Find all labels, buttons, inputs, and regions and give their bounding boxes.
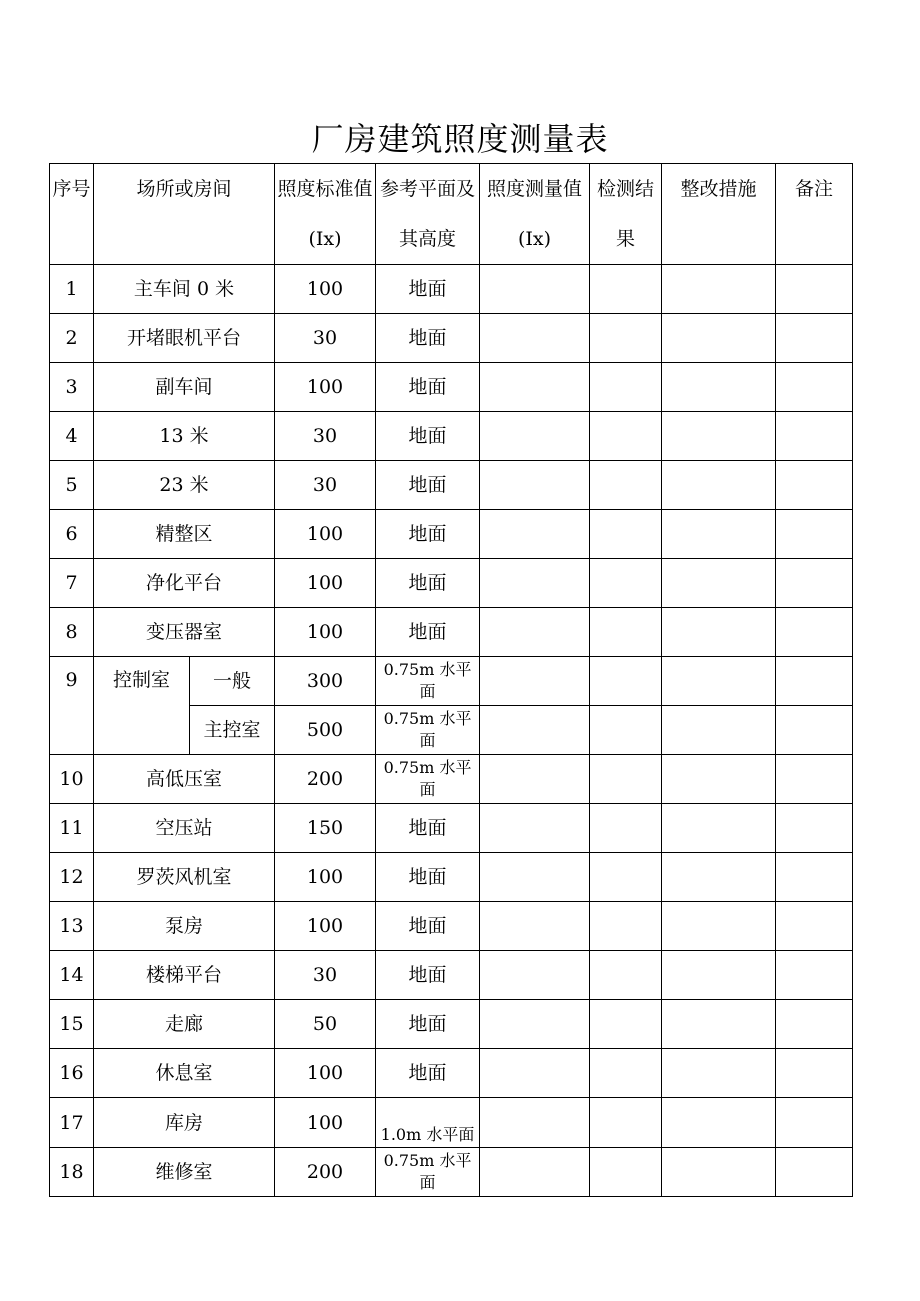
cell-reference: 地面 xyxy=(376,804,480,853)
table-row xyxy=(50,1000,853,1049)
cell-remark[interactable] xyxy=(776,1098,853,1148)
header-seq: 序号 xyxy=(50,164,94,265)
cell-result[interactable] xyxy=(590,902,662,951)
cell-standard: 100 xyxy=(275,608,376,657)
cell-rectify[interactable] xyxy=(662,902,776,951)
cell-rectify[interactable] xyxy=(662,559,776,608)
cell-place: 休息室 xyxy=(94,1049,275,1098)
cell-rectify[interactable] xyxy=(662,412,776,461)
cell-remark[interactable] xyxy=(776,265,853,314)
cell-standard: 100 xyxy=(275,265,376,314)
cell-measured[interactable] xyxy=(480,1148,590,1197)
cell-place: 副车间 xyxy=(94,363,275,412)
cell-seq: 16 xyxy=(50,1049,94,1098)
cell-standard: 500 xyxy=(275,706,376,755)
cell-result[interactable] xyxy=(590,559,662,608)
header-standard: 照度标准值(Ix) xyxy=(275,164,376,265)
table-row xyxy=(50,657,853,706)
cell-remark[interactable] xyxy=(776,559,853,608)
cell-measured[interactable] xyxy=(480,559,590,608)
table-row xyxy=(50,412,853,461)
cell-rectify[interactable] xyxy=(662,1148,776,1197)
cell-standard: 300 xyxy=(275,657,376,706)
cell-remark[interactable] xyxy=(776,363,853,412)
header-result: 检测结果 xyxy=(590,164,662,265)
table-row xyxy=(50,804,853,853)
cell-measured[interactable] xyxy=(480,363,590,412)
cell-measured[interactable] xyxy=(480,1098,590,1148)
header-place: 场所或房间 xyxy=(94,164,275,265)
cell-seq: 2 xyxy=(50,314,94,363)
cell-standard: 100 xyxy=(275,559,376,608)
cell-rectify[interactable] xyxy=(662,853,776,902)
cell-result[interactable] xyxy=(590,951,662,1000)
cell-seq: 13 xyxy=(50,902,94,951)
cell-standard: 30 xyxy=(275,412,376,461)
cell-seq: 9 xyxy=(50,657,94,755)
cell-rectify[interactable] xyxy=(662,363,776,412)
cell-place: 空压站 xyxy=(94,804,275,853)
cell-reference: 地面 xyxy=(376,559,480,608)
cell-result[interactable] xyxy=(590,412,662,461)
cell-seq: 17 xyxy=(50,1098,94,1148)
cell-reference: 0.75m 水平面 xyxy=(376,657,480,706)
cell-remark[interactable] xyxy=(776,608,853,657)
cell-rectify[interactable] xyxy=(662,265,776,314)
table-row xyxy=(50,1049,853,1098)
cell-measured[interactable] xyxy=(480,755,590,804)
table-row xyxy=(50,902,853,951)
cell-seq: 5 xyxy=(50,461,94,510)
cell-remark[interactable] xyxy=(776,412,853,461)
header-rectify: 整改措施 xyxy=(662,164,776,265)
cell-result[interactable] xyxy=(590,1000,662,1049)
cell-reference: 地面 xyxy=(376,461,480,510)
cell-reference: 地面 xyxy=(376,853,480,902)
cell-place: 维修室 xyxy=(94,1148,275,1197)
cell-reference: 0.75m 水平面 xyxy=(376,706,480,755)
cell-place: 走廊 xyxy=(94,1000,275,1049)
cell-reference: 地面 xyxy=(376,1049,480,1098)
cell-seq: 7 xyxy=(50,559,94,608)
cell-reference: 地面 xyxy=(376,1000,480,1049)
table-row xyxy=(50,265,853,314)
cell-reference: 地面 xyxy=(376,265,480,314)
cell-seq: 15 xyxy=(50,1000,94,1049)
cell-seq: 3 xyxy=(50,363,94,412)
cell-result[interactable] xyxy=(590,510,662,559)
header-measured: 照度测量值(Ix) xyxy=(480,164,590,265)
cell-standard: 100 xyxy=(275,510,376,559)
cell-measured[interactable] xyxy=(480,804,590,853)
cell-result[interactable] xyxy=(590,363,662,412)
cell-seq: 14 xyxy=(50,951,94,1000)
cell-standard: 200 xyxy=(275,755,376,804)
cell-remark[interactable] xyxy=(776,755,853,804)
table-row xyxy=(50,461,853,510)
cell-place: 精整区 xyxy=(94,510,275,559)
table-row xyxy=(50,1148,853,1197)
cell-seq: 4 xyxy=(50,412,94,461)
cell-rectify[interactable] xyxy=(662,1049,776,1098)
cell-remark[interactable] xyxy=(776,657,853,706)
cell-measured[interactable] xyxy=(480,608,590,657)
illuminance-table xyxy=(49,163,853,1197)
cell-standard: 100 xyxy=(275,902,376,951)
cell-measured[interactable] xyxy=(480,314,590,363)
cell-reference: 地面 xyxy=(376,510,480,559)
table-row xyxy=(50,559,853,608)
cell-result[interactable] xyxy=(590,314,662,363)
cell-seq: 6 xyxy=(50,510,94,559)
cell-place: 罗茨风机室 xyxy=(94,853,275,902)
cell-rectify[interactable] xyxy=(662,706,776,755)
cell-result[interactable] xyxy=(590,608,662,657)
cell-measured[interactable] xyxy=(480,265,590,314)
cell-measured[interactable] xyxy=(480,510,590,559)
cell-place: 库房 xyxy=(94,1098,275,1148)
cell-measured[interactable] xyxy=(480,1000,590,1049)
cell-rectify[interactable] xyxy=(662,804,776,853)
cell-result[interactable] xyxy=(590,804,662,853)
cell-reference: 地面 xyxy=(376,902,480,951)
cell-seq: 11 xyxy=(50,804,94,853)
cell-rectify[interactable] xyxy=(662,951,776,1000)
cell-rectify[interactable] xyxy=(662,1098,776,1148)
cell-standard: 100 xyxy=(275,1098,376,1148)
table-row xyxy=(50,755,853,804)
cell-remark[interactable] xyxy=(776,804,853,853)
cell-standard: 30 xyxy=(275,314,376,363)
cell-measured[interactable] xyxy=(480,706,590,755)
cell-seq: 8 xyxy=(50,608,94,657)
cell-reference: 地面 xyxy=(376,363,480,412)
cell-rectify[interactable] xyxy=(662,1000,776,1049)
cell-result[interactable] xyxy=(590,1049,662,1098)
cell-remark[interactable] xyxy=(776,1049,853,1098)
cell-standard: 100 xyxy=(275,363,376,412)
cell-remark[interactable] xyxy=(776,951,853,1000)
table-header-row xyxy=(50,164,853,265)
cell-place: 13 米 xyxy=(94,412,275,461)
cell-seq: 18 xyxy=(50,1148,94,1197)
cell-reference: 0.75m 水平面 xyxy=(376,1148,480,1197)
cell-subplace: 主控室 xyxy=(190,706,275,755)
cell-standard: 200 xyxy=(275,1148,376,1197)
cell-seq: 1 xyxy=(50,265,94,314)
cell-rectify[interactable] xyxy=(662,314,776,363)
cell-reference: 地面 xyxy=(376,951,480,1000)
cell-result[interactable] xyxy=(590,657,662,706)
cell-remark[interactable] xyxy=(776,314,853,363)
cell-measured[interactable] xyxy=(480,412,590,461)
cell-reference: 地面 xyxy=(376,608,480,657)
cell-place: 泵房 xyxy=(94,902,275,951)
table-row xyxy=(50,853,853,902)
cell-remark[interactable] xyxy=(776,510,853,559)
table-row xyxy=(50,608,853,657)
page-title: 厂房建筑照度测量表 xyxy=(311,120,609,158)
header-reference: 参考平面及其高度 xyxy=(376,164,480,265)
table-row xyxy=(50,510,853,559)
cell-remark[interactable] xyxy=(776,461,853,510)
cell-reference: 0.75m 水平面 xyxy=(376,755,480,804)
cell-standard: 150 xyxy=(275,804,376,853)
cell-result[interactable] xyxy=(590,706,662,755)
cell-reference: 1.0m 水平面 xyxy=(376,1098,480,1148)
cell-seq: 10 xyxy=(50,755,94,804)
cell-measured[interactable] xyxy=(480,657,590,706)
cell-place: 23 米 xyxy=(94,461,275,510)
cell-place: 主车间 0 米 xyxy=(94,265,275,314)
cell-standard: 50 xyxy=(275,1000,376,1049)
cell-place: 控制室 xyxy=(94,657,190,755)
cell-place: 开堵眼机平台 xyxy=(94,314,275,363)
table-row xyxy=(50,314,853,363)
cell-standard: 30 xyxy=(275,461,376,510)
cell-reference: 地面 xyxy=(376,412,480,461)
cell-rectify[interactable] xyxy=(662,657,776,706)
cell-rectify[interactable] xyxy=(662,461,776,510)
cell-result[interactable] xyxy=(590,265,662,314)
cell-rectify[interactable] xyxy=(662,608,776,657)
table-row xyxy=(50,363,853,412)
cell-seq: 12 xyxy=(50,853,94,902)
cell-measured[interactable] xyxy=(480,1049,590,1098)
cell-remark[interactable] xyxy=(776,706,853,755)
cell-reference: 地面 xyxy=(376,314,480,363)
cell-subplace: 一般 xyxy=(190,657,275,706)
table-row xyxy=(50,1098,853,1148)
cell-place: 变压器室 xyxy=(94,608,275,657)
table-row xyxy=(50,951,853,1000)
cell-remark[interactable] xyxy=(776,902,853,951)
cell-result[interactable] xyxy=(590,461,662,510)
cell-measured[interactable] xyxy=(480,461,590,510)
cell-result[interactable] xyxy=(590,1148,662,1197)
cell-rectify[interactable] xyxy=(662,510,776,559)
cell-result[interactable] xyxy=(590,853,662,902)
header-remark: 备注 xyxy=(776,164,853,265)
cell-standard: 30 xyxy=(275,951,376,1000)
cell-remark[interactable] xyxy=(776,853,853,902)
cell-measured[interactable] xyxy=(480,853,590,902)
cell-standard: 100 xyxy=(275,1049,376,1098)
cell-measured[interactable] xyxy=(480,902,590,951)
cell-remark[interactable] xyxy=(776,1000,853,1049)
cell-place: 高低压室 xyxy=(94,755,275,804)
cell-place: 净化平台 xyxy=(94,559,275,608)
cell-place: 楼梯平台 xyxy=(94,951,275,1000)
cell-rectify[interactable] xyxy=(662,755,776,804)
cell-result[interactable] xyxy=(590,755,662,804)
cell-measured[interactable] xyxy=(480,951,590,1000)
cell-standard: 100 xyxy=(275,853,376,902)
cell-remark[interactable] xyxy=(776,1148,853,1197)
cell-result[interactable] xyxy=(590,1098,662,1148)
